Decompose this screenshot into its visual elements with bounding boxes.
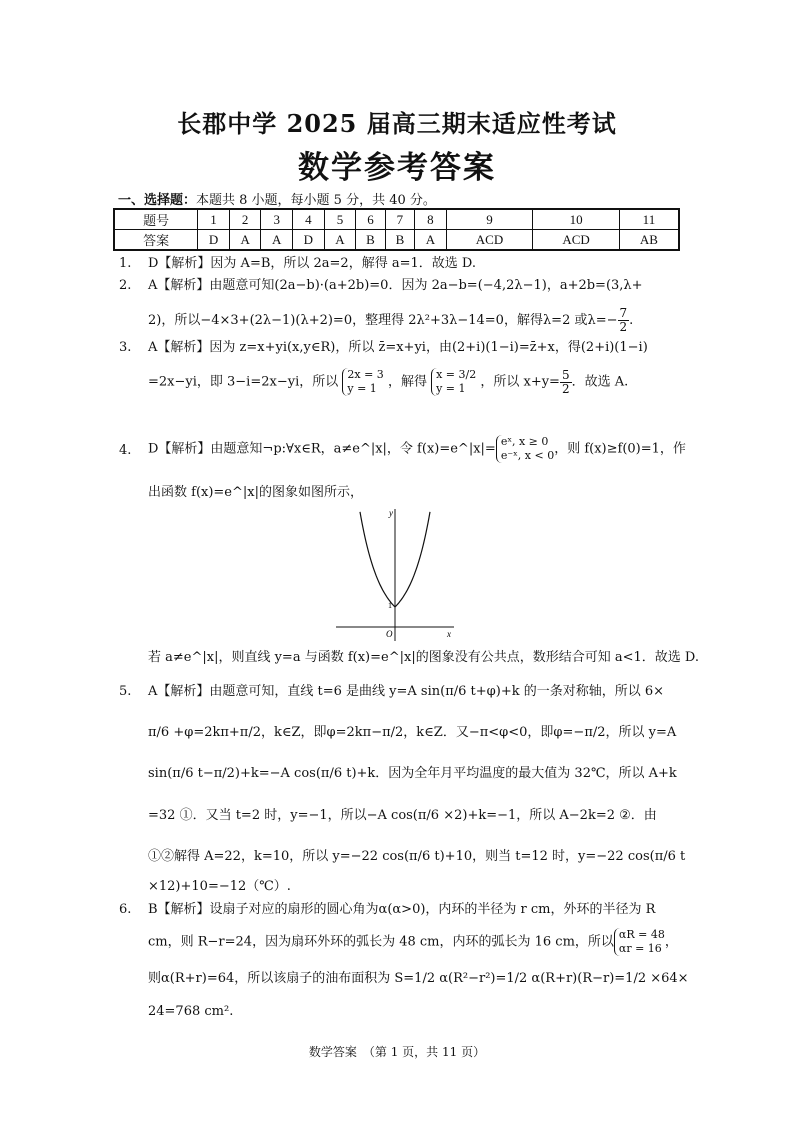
- q4-piecewise: [496, 435, 554, 463]
- exp-abs-graph: [336, 507, 456, 642]
- q3-line1: A【解析】因为 z=x+yi(x,y∈R)，所以 z̄=x+yi，由(2+i)(1−i)=z̄+x，得(2+i)(1−i): [148, 340, 648, 355]
- answer-cell: B: [385, 230, 414, 251]
- q2-line1: A【解析】由题意可知(2a−b)·(a+2b)=0．因为 2a−b=(−4,2λ−1)，a+2b=(3,λ+: [148, 278, 643, 293]
- sys-eq: y = 1: [436, 382, 466, 395]
- q2-line2-text: 2)，所以−4×3+(2λ−1)(λ+2)=0，整理得 2λ²+3λ−14=0，解得λ=2 或λ=−: [148, 313, 618, 328]
- section-heading: [118, 189, 436, 208]
- section-label: 一、选择题：: [118, 193, 197, 208]
- question-number-cell: 4: [293, 209, 325, 230]
- q6-l2a: cm，则 R−r=24，因为扇环外环的弧长为 48 cm，内环的弧长为 16 cm，所以: [148, 934, 614, 950]
- answer-cell: B: [356, 230, 385, 251]
- page-footer: 数学答案 （第 1 页，共 11 页）: [308, 1045, 486, 1059]
- question-number-cell: 1: [198, 209, 230, 230]
- question-number-cell: 6: [356, 209, 385, 230]
- q3-fraction: [560, 369, 572, 396]
- exam-subtitle: 数学参考答案: [298, 150, 496, 186]
- question-number-cell: 3: [261, 209, 293, 230]
- q5-line5: ①②解得 A=22，k=10，所以 y=−22 cos(π/6 t)+10，则当 t=12 时，y=−22 cos(π/6 t: [148, 849, 686, 864]
- sys-eq: y = 1: [347, 382, 377, 395]
- q5-line3: sin(π/6 t−π/2)+k=−A cos(π/6 t)+k．因为全年月平均温度的最大值为 32℃，所以 A+k: [148, 766, 677, 781]
- answer-cell: A: [415, 230, 447, 251]
- question-number-cell: 7: [385, 209, 414, 230]
- answer-table: [113, 208, 680, 251]
- q4-l1a: D【解析】由题意知¬p:∀x∈R，a≠e^|x|，令 f(x)=e^|x|=: [148, 441, 496, 457]
- row-label-number: 题号: [114, 209, 198, 230]
- q6-line1: B【解析】设扇子对应的扇形的圆心角为α(α>0)，内环的半径为 r cm，外环的半径为 R: [148, 902, 656, 917]
- q6-l2b: ，: [664, 934, 678, 950]
- q3-l2a: =2x−yi，即 3−i=2x−yi，所以: [148, 374, 339, 390]
- frac-bottom: 2: [619, 320, 628, 334]
- x-label: x: [447, 629, 451, 639]
- q5-line2: π/6 +φ=2kπ+π/2，k∈Z，即φ=2kπ−π/2，k∈Z．又−π<φ<0，即φ=−π/2，所以 y=A: [148, 725, 677, 740]
- y-label: y: [389, 508, 393, 518]
- frac-top: 7: [619, 306, 628, 320]
- one-label: 1: [388, 601, 392, 610]
- question-number-cell: 8: [415, 209, 447, 230]
- q1-text: D【解析】因为 A=B，所以 2a=2，解得 a=1．故选 D.: [148, 256, 476, 271]
- frac-top: 5: [561, 367, 570, 382]
- q6-line2: [148, 928, 678, 956]
- q3-system1: [342, 368, 383, 396]
- sys-eq: αr = 16: [618, 942, 662, 955]
- section-desc: 本题共 8 小题，每小题 5 分，共 40 分。: [196, 193, 436, 208]
- table-row-answers: [114, 230, 679, 251]
- answer-cell: D: [293, 230, 325, 251]
- q3-l2b: ，解得: [387, 374, 427, 390]
- q5-line4: =32 ①．又当 t=2 时，y=−1，所以−A cos(π/6 ×2)+k=−1，所以 A−2k=2 ②．由: [148, 808, 657, 823]
- answer-cell: ACD: [446, 230, 533, 251]
- q3-l2d: ．故选 A.: [571, 374, 629, 390]
- q4-line2: 出函数 f(x)=e^|x|的图象如图所示，: [148, 485, 363, 500]
- exam-title: 长郡中学 2025 届高三期末适应性考试: [177, 109, 617, 138]
- q6-line4: 24=768 cm².: [148, 1004, 234, 1019]
- q3-number: 3.: [119, 340, 132, 355]
- q4-number: 4.: [119, 443, 132, 458]
- answer-cell: A: [229, 230, 261, 251]
- q6-line3: 则α(R+r)=64，所以该扇子的油布面积为 S=1/2 α(R²−r²)=1/2 α(R+r)(R−r)=1/2 ×64×: [148, 971, 689, 986]
- q6-system: [614, 928, 665, 956]
- answer-cell: D: [198, 230, 230, 251]
- row-label-answer: 答案: [114, 230, 198, 251]
- q3-l2c: ，所以 x+y=: [480, 374, 560, 390]
- q2-end: .: [629, 313, 634, 328]
- answer-cell: A: [261, 230, 293, 251]
- answer-cell: ACD: [533, 230, 620, 251]
- sys-eq: αR = 48: [618, 928, 665, 941]
- q1-number: 1.: [119, 256, 132, 271]
- q4-l1b: ，则 f(x)≥f(0)=1，作: [554, 441, 686, 457]
- question-number-cell: 5: [324, 209, 356, 230]
- q6-number: 6.: [119, 902, 132, 917]
- q5-line6: ×12)+10=−12（℃）.: [148, 879, 291, 894]
- q4-line3: 若 a≠e^|x|，则直线 y=a 与函数 f(x)=e^|x|的图象没有公共点，数形结合可知 a<1．故选 D.: [148, 650, 699, 665]
- piece-case: e⁻ˣ, x < 0: [500, 449, 555, 462]
- piece-case: eˣ, x ≥ 0: [500, 435, 549, 448]
- q5-line1: A【解析】由题意可知，直线 t=6 是曲线 y=A sin(π/6 t+φ)+k 的一条对称轴，所以 6×: [148, 684, 665, 699]
- sys-eq: x = 3/2: [436, 368, 477, 381]
- table-row-numbers: [114, 209, 679, 230]
- answer-cell: AB: [619, 230, 679, 251]
- frac-bottom: 2: [561, 381, 570, 396]
- question-number-cell: 10: [533, 209, 620, 230]
- q2-line2: [148, 307, 633, 334]
- origin-label: O: [386, 629, 393, 639]
- question-number-cell: 2: [229, 209, 261, 230]
- sys-eq: 2x = 3: [347, 368, 384, 381]
- q3-line2: [148, 368, 628, 396]
- q4-line1: [148, 435, 686, 463]
- q5-number: 5.: [119, 684, 132, 699]
- q2-number: 2.: [119, 278, 132, 293]
- question-number-cell: 9: [446, 209, 533, 230]
- q3-system2: [431, 368, 476, 396]
- answer-cell: A: [324, 230, 356, 251]
- q2-fraction: [618, 307, 630, 334]
- question-number-cell: 11: [619, 209, 679, 230]
